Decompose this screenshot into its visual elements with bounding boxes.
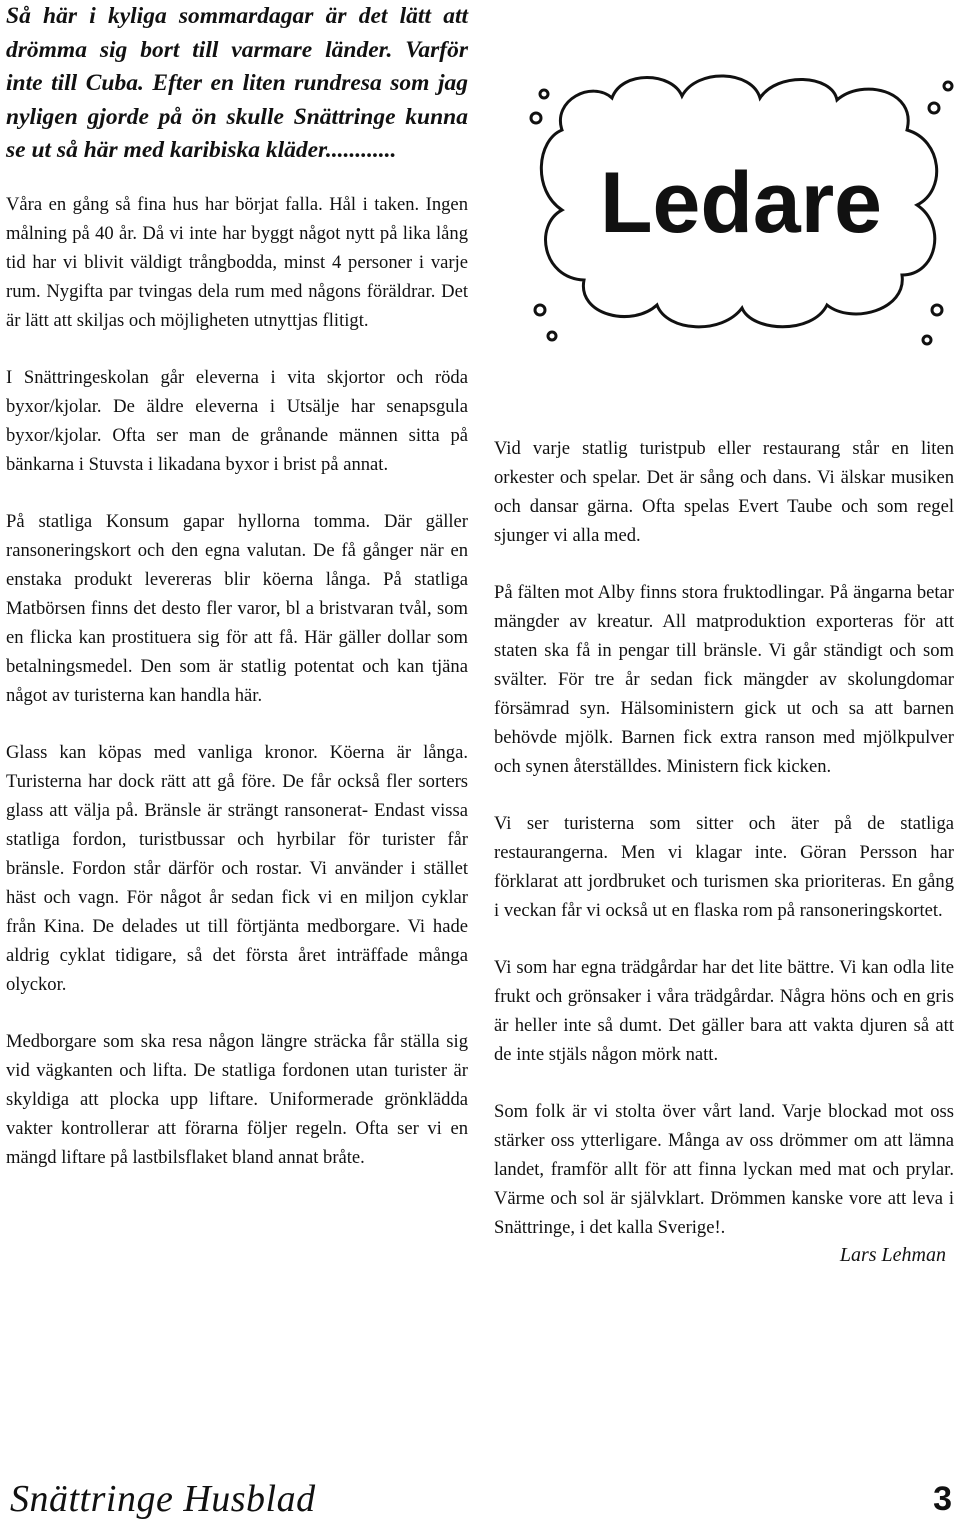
article-paragraph: Våra en gång så fina hus har börjat falla. Hål i taken. Ingen målning på 40 år. Då vi inte har byggt något nytt på lika lång tid har vi blivit väldigt trångbodda, minst 4 personer i varje rum. Nygifta par tvingas dela rum med någons föräldrar. Det är lätt att skiljas och möjligheten utnyttjas flitigt. [6, 193, 468, 331]
logo-text: Ledare [599, 155, 883, 251]
right-column [494, 434, 954, 1267]
article-paragraph: Medborgare som ska resa någon längre sträcka får ställa sig vid vägkanten och lifta. De statliga fordonen utan turister är skyldiga att plocka upp liftare. Uniformerade grönklädda vakter kontrollerar att förarna följer regeln. Ofta ser vi en mängd liftare på lastbilsflaket bland annat bråte. [6, 1030, 468, 1168]
author-signature: Lars Lehman [839, 1244, 946, 1266]
article-paragraph: Som folk är vi stolta över vårt land. Varje blockad mot oss stärker oss ytterligare. Många av oss drömmer om att lämna landet, framför allt för att finna lyckan med mat och prylar. Värme och sol är självklart. Drömmen kanske vore att leva i Snättringe, i det kalla Sverige!. [494, 1101, 954, 1238]
article-paragraph: Vi ser turisterna som sitter och äter på de statliga restaurangerna. Men vi klagar inte. Göran Persson har förklarat att jordbruket och turismen ska prioriteras. En gång i veckan får vi också ut en flaska rom på ransoneringskortet. [494, 813, 954, 921]
article-paragraph: På fälten mot Alby finns stora fruktodlingar. På ängarna betar mängder av kreatur. All matproduktion exporteras för att staten ska få in pengar till bränsle. Vi går ständigt och som svälter. För tre år sedan fick mängder av skolungdomar försämrad syn. Hälsoministern gick ut och sa att barnen behövde mjölk. Barnen fick extra ranson med mjölkpulver och synen återställdes. Ministern fick kicken. [494, 582, 954, 777]
article-paragraph: På statliga Konsum gapar hyllorna tomma. Där gäller ransoneringskort och den egna valutan. De få gånger när en enstaka produkt levereras blir köerna långa. På statliga Matbörsen finns det desto fler varor, bl a bristvaran tvål, som en flicka kan prostituera sig för att få. Här gäller dollar som betalningsmedel. Den som är statlig potentat och kan tjäna något av turisterna kan handla här. [6, 510, 468, 706]
article-paragraph: Glass kan köpas med vanliga kronor. Köerna är långa. Turisterna har dock rätt att gå före. De får också fler sorters glass att välja på. Bränsle är strängt ransonerat- Endast vissa statliga fordon, turistbussar och hyrbilar för turister får bränsle. Fordon står därför och rostar. Vi använder i stället häst och vagn. För något år sedan fick vi en miljon cyklar från Kina. De delades ut till förtjänta medborgare. Vi hade aldrig cyklat tidigare, så det första året inträffade många olyckor. [6, 741, 468, 995]
article-paragraph: Vid varje statlig turistpub eller restaurang står en liten orkester och spelar. Det är sång och dans. Vi älskar musiken och dansar gärna. Ofta spelas Evert Taube och som regel sjunger vi alla med. [494, 438, 954, 546]
intro-text: Så här i kyliga sommardagar är det lätt att drömma sig bort till varmare länder. Varför inte till Cuba. Efter en liten rundresa som jag nyligen gjorde på ön skulle Snättringe kunna se ut så här med karibiska kläder............ [6, 3, 468, 164]
publication-title: Snättringe Husblad [10, 1478, 316, 1520]
page-number: 3 [933, 1480, 952, 1518]
article-paragraph: I Snättringeskolan går eleverna i vita skjortor och röda byxor/kjolar. De äldre eleverna i Utsälje har senapsgula byxor/kjolar. Ofta ser man de grånande männen sitta på bänkarna i Stuvsta i likadana byxor i brist på annat. [6, 366, 468, 475]
ledare-logo [522, 60, 960, 360]
article-paragraph: Vi som har egna trädgårdar har det lite bättre. Vi kan odla lite frukt och grönsaker i våra trädgårdar. Några höns och en gris är heller inte så dumt. Det gäller bara att vakta djuren så att de inte stjäls någon mörk natt. [494, 957, 954, 1065]
left-column [6, 0, 468, 1172]
